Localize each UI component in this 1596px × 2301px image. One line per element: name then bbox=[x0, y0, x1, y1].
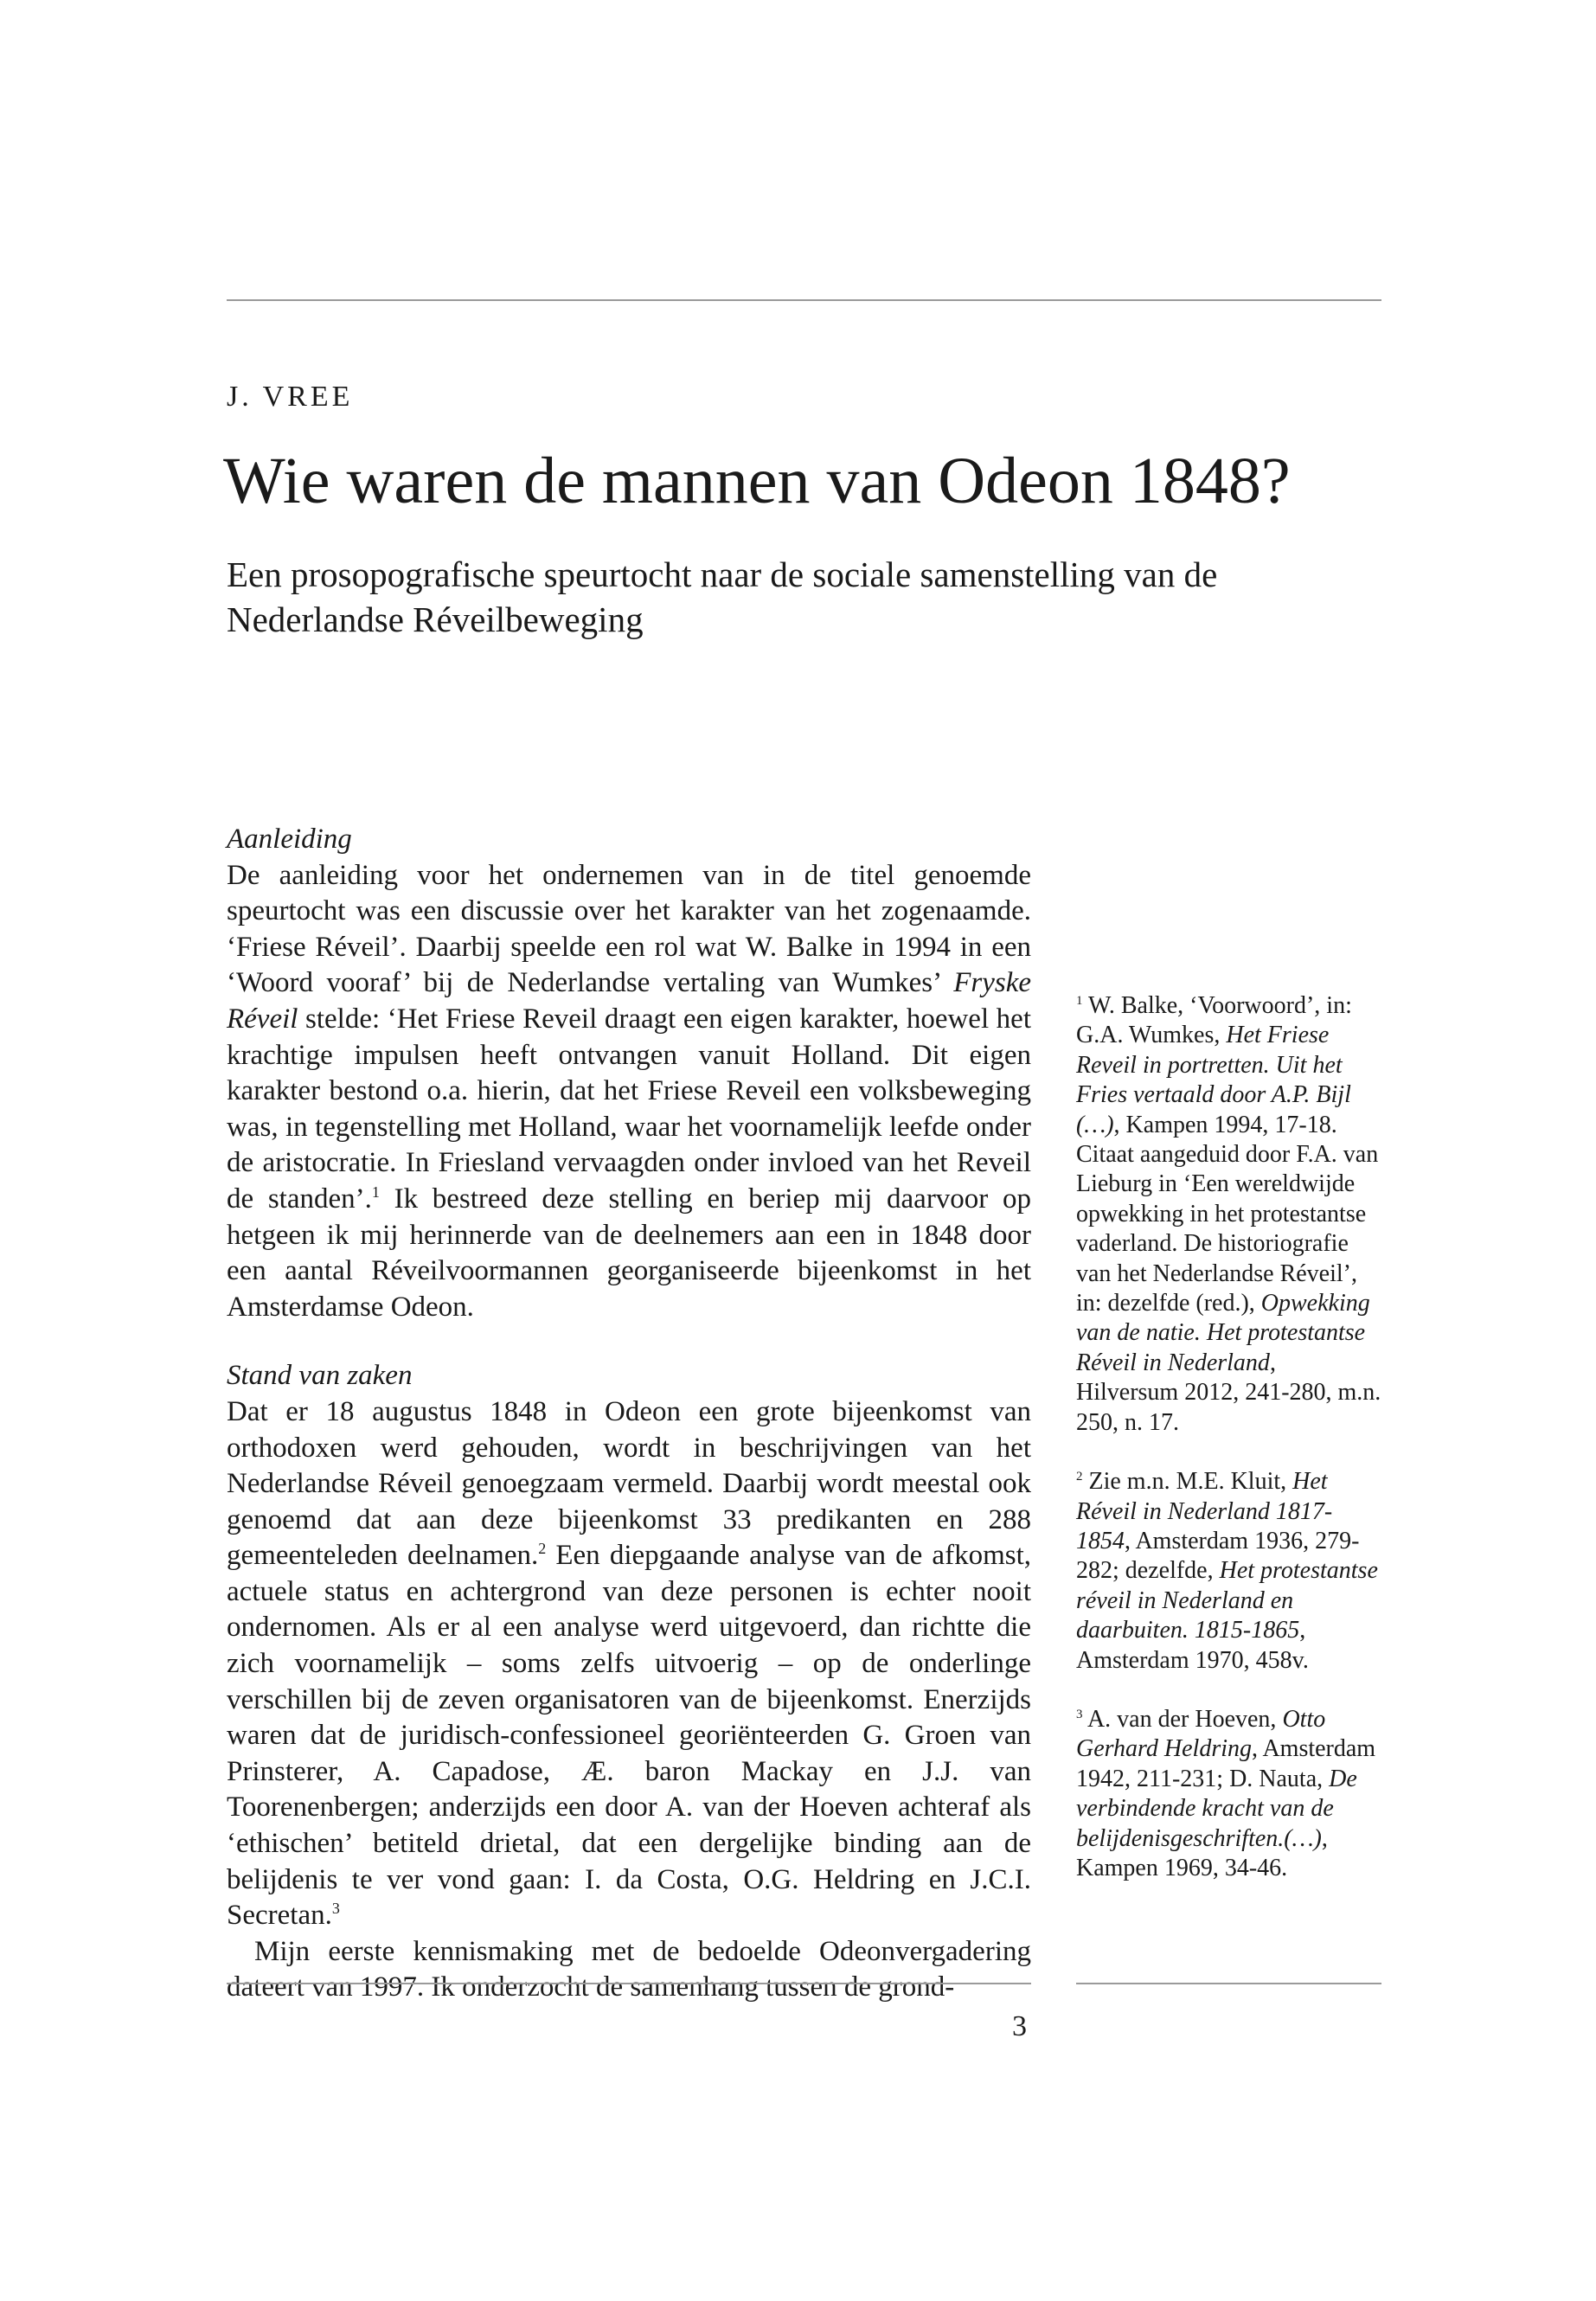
footnote-ref-2[interactable]: 2 bbox=[538, 1540, 547, 1558]
footnote-3: $^3$ A. van der Hoeven, Otto Gerhard Heldring, Amsterdam 1942, 211-231; D. Nauta, De verbindende kracht van de belijdenisgeschriften.(…), Kampen 1969, 34-46. bbox=[1076, 1705, 1376, 1881]
article-subtitle: Een prosopografische speurtocht naar de sociale samenstelling van de Nederlandse Réveilbeweging bbox=[227, 554, 1218, 639]
footnote-1: $^1$ W. Balke, ‘Voorwoord’, in: G.A. Wumkes, Het Friese Reveil in portretten. Uit het Fries vertaald door A.P. Bijl (…), Kampen 1994, 17-18. Citaat aangeduid door F.A. van Lieburg in ‘Een wereldwijde opwekking in het protestantse vaderland. De historiografie van het Nederlandse Réveil’, in: dezelfde (red.), Opwekking van de natie. Het protestantse Réveil in Nederland, Hilversum 2012, 241-280, m.n. 250, n. 17. bbox=[1076, 992, 1381, 1436]
footnotes-column bbox=[1076, 991, 1384, 1913]
top-rule bbox=[227, 299, 1381, 301]
article-title: Wie waren de mannen van Odeon 1848? bbox=[223, 445, 1291, 517]
paragraph-kennismaking: Mijn eerste kennismaking met de bedoelde Odeonvergadering dateert van 1997. Ik onderzocht de samenhang tussen de grond- bbox=[227, 1935, 1031, 2003]
page-number: 3 bbox=[1012, 2010, 1027, 2042]
footnote-ref-1[interactable]: 1 bbox=[371, 1183, 380, 1201]
footnote-ref-3[interactable]: 3 bbox=[331, 1900, 340, 1918]
main-text-column bbox=[227, 822, 1031, 2006]
bottom-rule-notes bbox=[1076, 1983, 1381, 1984]
footnote-2: $^2$ Zie m.n. M.E. Kluit, Het Réveil in Nederland 1817-1854, Amsterdam 1936, 279-282; dezelfde, Het protestantse réveil in Nederland en daarbuiten. 1815-1865, Amsterdam 1970, 458v. bbox=[1076, 1468, 1378, 1674]
paragraph-stand-van-zaken: Dat er 18 augustus 1848 in Odeon een grote bijeenkomst van orthodoxen werd gehouden, wordt in beschrijvingen van het Nederlandse Réveil genoegzaam vermeld. Daarbij wordt meestal ook genoemd dat aan deze bijeenkomst 33 predikanten en 288 gemeenteleden deelnamen.$^2$ Een diepgaande analyse van de afkomst, actuele status en achtergrond van deze personen is echter nooit ondernomen. Als er al een analyse werd uitgevoerd, dan richtte die zich voornamelijk – soms zelfs uitvoerig – op de onderlinge verschillen bij de zeven organisatoren van de bijeenkomst. Enerzijds waren dat de juridisch-confessioneel georiënteerden G. Groen van Prinsterer, A. Capadose, Æ. baron Mackay en J.J. van Toorenenbergen; anderzijds een door A. van der Hoeven achteraf als ‘ethischen’ betiteld drietal, dat een dergelijke binding aan de belijdenis te ver vond gaan: I. da Costa, O.G. Heldring en J.C.I. Secretan.$^3$ bbox=[227, 1395, 1032, 1932]
section-heading-aanleiding: Aanleiding bbox=[227, 824, 352, 855]
section-heading-stand-van-zaken: Stand van zaken bbox=[227, 1360, 413, 1392]
paragraph-aanleiding: De aanleiding voor het ondernemen van in de titel genoemde speurtocht was een discussie over het karakter van het zogenaamde. ‘Friese Réveil’. Daarbij speelde een rol wat W. Balke in 1994 in een ‘Woord vooraf’ bij de Nederlandse vertaling van Wumkes’ Fryske Réveil stelde: ‘Het Friese Reveil draagt een eigen karakter, hoewel het krachtige impulsen heeft ontvangen vanuit Holland. Dit eigen karakter bestond o.a. hierin, dat het Friese Reveil een volksbeweging was, in tegenstelling met Holland, waar het voornamelijk leefde onder de aristocratie. In Friesland vervaagden onder invloed van het Reveil de standen’.$^1$ Ik bestreed deze stelling en beriep mij daarvoor op hetgeen ik mij herinnerde van de deelnemers aan een in 1848 door een aantal Réveilvoormannen georganiseerde bijeenkomst in het Amsterdamse Odeon. bbox=[227, 859, 1031, 1323]
bottom-rule-main bbox=[227, 1983, 1031, 1984]
author-name: J. VREE bbox=[227, 381, 354, 413]
